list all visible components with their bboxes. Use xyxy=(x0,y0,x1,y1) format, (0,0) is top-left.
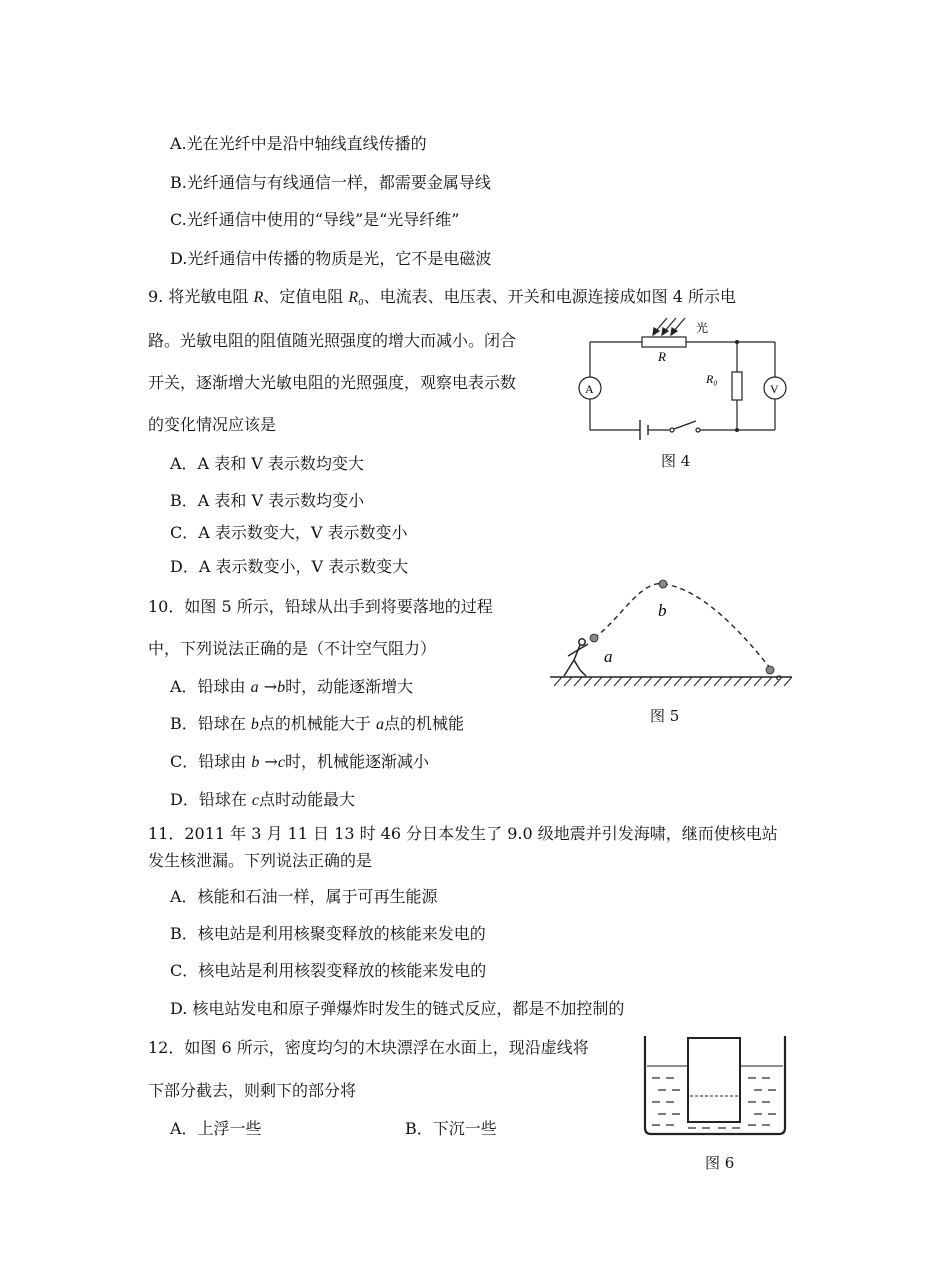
figure6-beaker xyxy=(640,1036,790,1141)
battery-icon xyxy=(640,420,648,440)
q9-stem-line4: 的变化情况应该是 xyxy=(148,415,277,434)
q9-option-a: A．A 表和 V 表示数均变大 xyxy=(170,454,364,473)
q8-option-c: C.光纤通信中使用的“导线”是“光导纤维” xyxy=(170,210,460,229)
q9-option-b: B．A 表和 V 表示数均变小 xyxy=(170,491,365,510)
q12-stem-line1: 12．如图 6 所示，密度均匀的木块漂浮在水面上，现沿虚线将 xyxy=(148,1038,589,1057)
figure5-trajectory xyxy=(540,570,800,695)
q10-option-d: D．铅球在 c点时动能最大 xyxy=(170,790,356,809)
label-b: b xyxy=(658,601,667,620)
q11-option-c: C．核电站是利用核裂变释放的核能来发电的 xyxy=(170,961,487,980)
figure4-caption: 图 4 xyxy=(661,452,691,470)
q11-stem-line1: 11．2011 年 3 月 11 日 13 时 46 分日本发生了 9.0 级地震并引发海啸，继而使核电站 xyxy=(148,824,778,843)
q9-stem-line2: 路。光敏电阻的阻值随光照强度的增大而减小。闭合 xyxy=(148,331,517,350)
label-light: 光 xyxy=(696,321,709,335)
q9-stem-line1: 9. 将光敏电阻 R、定值电阻 R₀、电流表、电压表、开关和电源连接成如图 4 所示电 xyxy=(148,287,737,306)
ball-a xyxy=(590,634,598,642)
q9-option-d: D．A 表示数变小，V 表示数变大 xyxy=(170,557,409,576)
q12-option-b: B．下沉一些 xyxy=(405,1119,497,1138)
q11-option-b: B．核电站是利用核聚变释放的核能来发电的 xyxy=(170,924,486,943)
q8-option-a: A.光在光纤中是沿中轴线直线传播的 xyxy=(170,134,427,153)
label-ammeter: A xyxy=(585,382,594,396)
q10-stem-line1: 10．如图 5 所示，铅球从出手到将要落地的过程 xyxy=(148,597,493,616)
trajectory-curve xyxy=(594,584,770,668)
figure5-caption: 图 5 xyxy=(650,707,680,725)
q9-option-c: C．A 表示数变大，V 表示数变小 xyxy=(170,523,408,542)
ball-c xyxy=(766,666,774,674)
figure6-caption: 图 6 xyxy=(705,1154,735,1172)
q8-option-d: D.光纤通信中传播的物质是光，它不是电磁波 xyxy=(170,249,492,268)
q11-stem-line2: 发生核泄漏。下列说法正确的是 xyxy=(148,851,373,870)
q10-option-c: C．铅球由 b →c时，机械能逐渐减小 xyxy=(170,752,429,771)
q12-stem-line2: 下部分截去，则剩下的部分将 xyxy=(148,1081,357,1100)
q10-stem-line2: 中，下列说法正确的是（不计空气阻力） xyxy=(148,639,437,658)
fixed-resistor-r0 xyxy=(732,372,742,400)
light-arrows-icon xyxy=(653,318,685,335)
q9-stem-line3: 开关，逐渐增大光敏电阻的光照强度，观察电表示数 xyxy=(148,373,517,392)
thrower-icon xyxy=(564,639,588,676)
figure4-circuit xyxy=(570,310,810,440)
q10-option-b: B．铅球在 b点的机械能大于 a点的机械能 xyxy=(170,714,464,733)
label-a: a xyxy=(604,647,613,666)
label-voltmeter: V xyxy=(770,382,779,396)
label-c: c xyxy=(776,671,781,683)
q10-option-a: A．铅球由 a →b时，动能逐渐增大 xyxy=(170,677,414,696)
label-r: R xyxy=(658,349,666,364)
q8-option-b: B.光纤通信与有线通信一样，都需要金属导线 xyxy=(170,173,491,192)
q11-option-d: D. 核电站发电和原子弹爆炸时发生的链式反应，都是不加控制的 xyxy=(170,999,625,1018)
label-r0: R₀ xyxy=(706,372,718,386)
q11-option-a: A．核能和石油一样，属于可再生能源 xyxy=(170,887,438,906)
switch-icon xyxy=(670,421,700,432)
ball-b xyxy=(659,580,667,588)
q12-option-a: A．上浮一些 xyxy=(170,1119,262,1138)
photoresistor-r xyxy=(642,337,686,347)
wooden-block xyxy=(688,1038,740,1122)
